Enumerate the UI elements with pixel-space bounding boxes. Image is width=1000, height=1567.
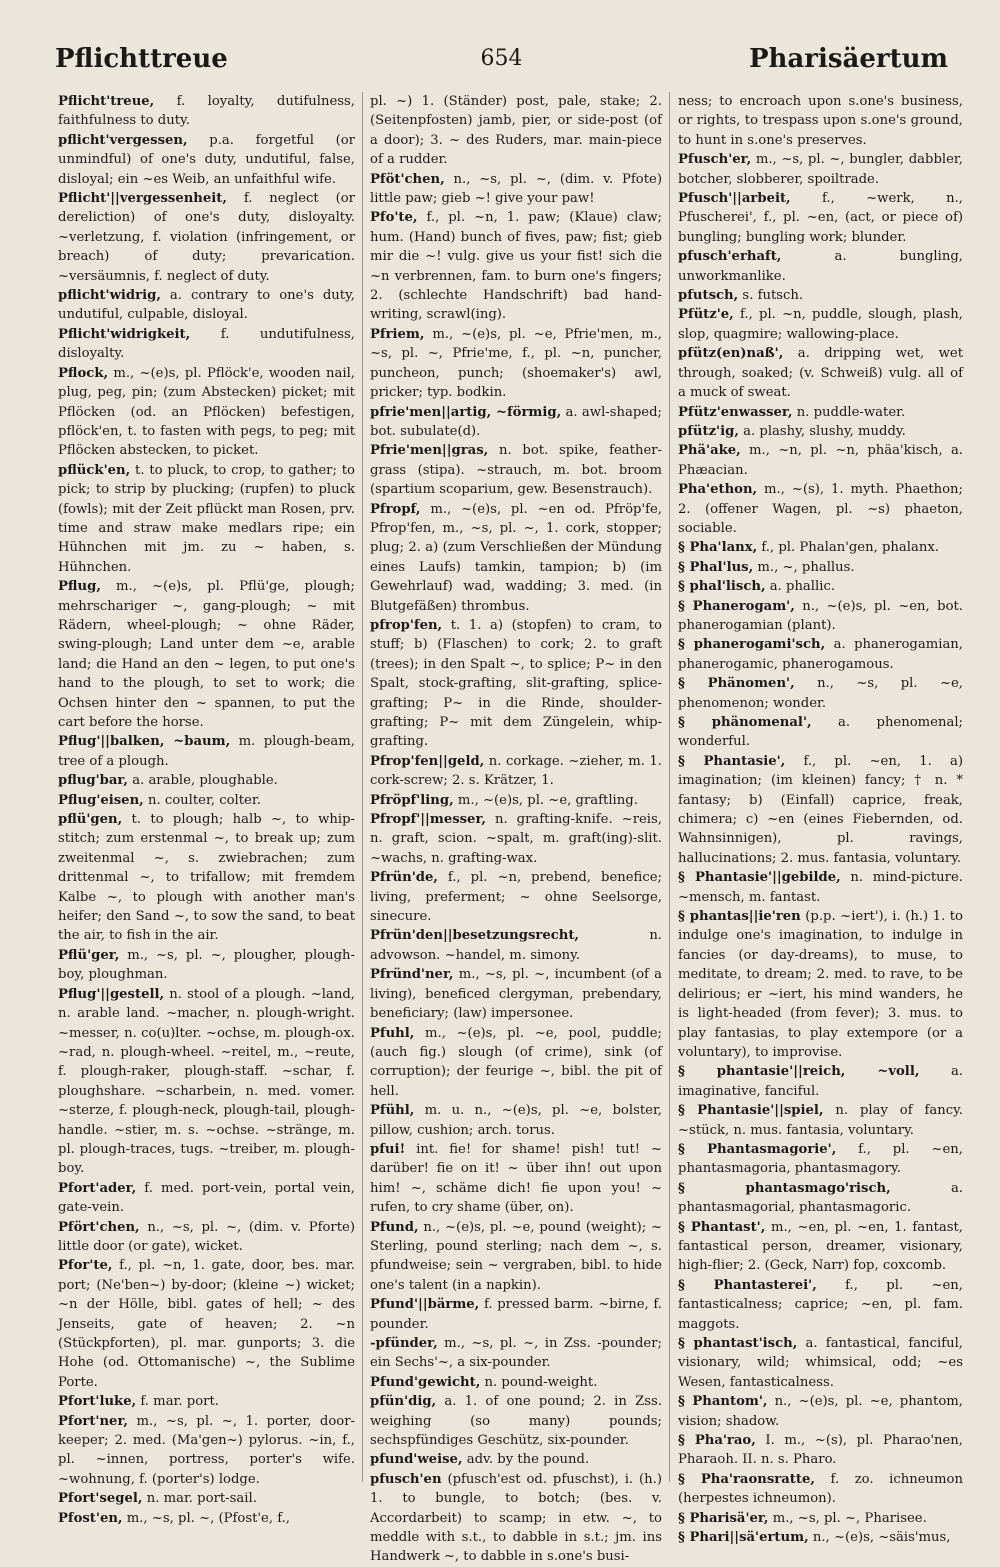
entry-headword: Pflug, [58,579,101,595]
entry-headword: Pha'ethon, [678,482,758,498]
entry-definition: s. futsch. [742,288,804,304]
entry-definition: n., ~s, pl. ~e, phenomenon; wonder. [678,676,963,711]
entry-definition: a. bungling, unworkmanlike. [678,249,963,284]
entry-headword: Pfost'en, [58,1510,123,1526]
dictionary-entry [678,305,963,344]
entry-headword: pfütz'ig, [678,423,739,439]
entry-definition: n., ~(e)s, ~säis'mus, [812,1530,951,1546]
entry-headword: § Phantasmagorie', [678,1141,837,1157]
dictionary-entry [370,325,662,403]
entry-definition: f. med. port-vein, portal vein, gate-vein. [58,1180,355,1216]
entry-headword: Pfo'te, [370,210,418,226]
entry-definition: m., ~(e)s, pl. ~e, graftling. [457,792,638,808]
entry-definition: m., ~(e)s, pl. ~e, pool, puddle; (auch fig.) slough (of crime), sink (of corruption); der feurige ~, bibl. the pit of hell. [370,1025,662,1099]
dictionary-entry [678,1276,963,1334]
dictionary-entry [678,1179,963,1218]
entry-headword: § Phantasie', [678,753,786,769]
entry-definition: f., pl. ~n, prebend, benefice; living, preferment; ~ ohne Seelsorge, sinecure. [370,870,662,925]
entry-headword: Pflug'||gestell, [58,986,165,1002]
entry-headword: Pfrün'den||besetzungsrecht, [370,928,580,944]
entry-headword: pflicht'widrig, [58,288,161,304]
entry-definition: m. plough-beam, tree of a plough. [58,734,355,769]
entry-definition: a. awl-shaped; bot. subulate(d). [370,404,662,439]
entry-definition: m., ~(e)s, pl. Pflü'ge, plough; mehrschariger ~, gang-plough; ~ mit Rädern, wheel-plough; ~ ohne Räder, swing-plough; Land unter dem ~e, arable land; die Hand an den ~ legen, to put one's hand to the plough, to set to work; die Ochsen hinter den ~ spannen, to put the cart before the horse. [58,579,355,730]
entry-definition: n. bot. spike, feather-grass (stipa). ~strauch, m. bot. broom (spartium scoparium, gew. Besenstrauch). [370,443,663,498]
entry-headword: § phantasie'||reich, ~voll, [678,1064,920,1080]
dictionary-entry [370,1450,662,1469]
entry-headword: Pfuhl, [370,1025,415,1041]
dictionary-entry [678,577,963,596]
entry-definition: a. phallic. [769,579,836,595]
dictionary-entry [370,1024,662,1102]
entry-headword: § Phal'lus, [678,559,754,575]
dictionary-entry [678,150,963,189]
entry-definition: m., ~s, pl. ~, plougher, plough-boy, ploughman. [58,947,355,983]
entry-definition: f., pl. ~n, puddle, slough, plash, slop, quagmire; wallowing-place. [678,307,963,342]
entry-definition: n. corkage. ~zieher, m. 1. cork-screw; 2. s. Krätzer, 1. [370,753,662,789]
dictionary-entry [678,752,963,868]
entry-headword: § Phantom', [678,1394,768,1410]
dictionary-entry [370,500,662,616]
dictionary-entry [678,597,963,636]
entry-definition: n., ~s, pl. ~, (dim. v. Pforte) little door (or gate), wicket. [58,1219,355,1254]
entry-headword: pfusch'en [370,1471,442,1487]
entry-headword: § phantast'isch, [678,1336,798,1351]
entry-definition: f. mar. port. [140,1394,219,1410]
dictionary-entry [678,92,963,150]
dictionary-entry [58,1256,355,1392]
entry-definition: I. m., ~(s), pl. Pharao'nen, Pharaoh. II. n. s. Pharo. [678,1433,963,1468]
entry-headword: pfusch'erhaft, [678,249,782,265]
entry-definition: pl. ~) 1. (Ständer) post, pale, stake; 2. (Seitenpfosten) jamb, pier, or side-post (of a door); 3. ~ des Ruders, mar. main-piece of a rudder. [370,94,662,168]
dictionary-entry [58,732,355,771]
dictionary-entry [58,1179,355,1218]
entry-headword: Pfropf, [370,501,421,517]
entry-definition: n. mind-picture. ~mensch, m. fantast. [678,870,963,905]
entry-definition: m., ~(e)s, pl. ~en od. Pfröp'fe, Pfrop'fen, m., ~s, pl. ~, 1. cork, stopper; plug; 2. a) (zum Verschließen der Mündung eines Laufs) tamkin, tampion; b) (im Gewehrlauf) wad, wadding; 3. med. (in Blutgefäßen) thrombus. [370,501,662,614]
dictionary-entry [678,1334,963,1392]
entry-headword: Pfort'ner, [58,1413,129,1429]
dictionary-entry [678,1431,963,1470]
entry-headword: § Phanerogam', [678,598,795,614]
dictionary-entry [370,1470,662,1567]
dictionary-entry [678,1470,963,1509]
right-guide-word: Pharisäertum [748,44,948,74]
dictionary-entry [370,403,662,442]
entry-headword: Pflicht'treue, [58,94,155,109]
dictionary-entry [678,441,963,480]
column-rule [362,92,363,1482]
dictionary-entry [58,577,355,732]
entry-headword: Pfört'chen, [58,1219,140,1235]
entry-definition: f. pressed barm. ~birne, f. pounder. [370,1297,662,1332]
dictionary-entry [678,1392,963,1431]
entry-headword: pfrie'men||artig, ~förmig, [370,404,562,420]
entry-headword: Pfröpf'ling, [370,792,454,808]
dictionary-entry [678,674,963,713]
page-header [55,44,948,84]
entry-definition: t. to plough; halb ~, to whip-stitch; zum erstenmal ~, to break up; zum zweitenmal ~, s. zwiebrachen; zum drittenmal ~, to trifallow; mit fremdem Kalbe ~, to plough with another man's heifer; den Sand ~, to sow the sand, to beat the air, to fish in the air. [58,812,355,944]
entry-definition: a. phanerogamian, phanerogamic, phanerogamous. [678,637,963,672]
dictionary-entry [678,1218,963,1276]
dictionary-entry [58,1218,355,1257]
dictionary-entry [678,635,963,674]
entry-headword: § Phantasterei', [678,1277,817,1293]
entry-definition: f. undutifulness, disloyalty. [58,326,355,362]
dictionary-entry [370,810,662,868]
dictionary-entry [370,965,662,1023]
entry-headword: § Phari||sä'ertum, [678,1530,809,1546]
dictionary-entry [678,1101,963,1140]
entry-definition: n. play of fancy. ~stück, n. mus. fantasia, voluntary. [678,1103,963,1138]
entry-headword: § phanerogami'sch, [678,637,826,653]
dictionary-entry [678,422,963,441]
entry-definition: m. u. n., ~(e)s, pl. ~e, bolster, pillow, cushion; arch. torus. [370,1103,662,1138]
entry-definition: (p.p. ~iert'), i. (h.) 1. to indulge one's imagination, to indulge in fancies (or day-dreams), to muse, to meditate, to dream; 2. med. to rave, to be delirious; er ~iert, his mind wanders, he is light-headed (from fever); 3. mus. to play fantasias, to play extempore (or a voluntary), to improvise. [678,909,963,1060]
entry-definition: f., pl. ~n, 1. gate, door, bes. mar. port; (Ne'ben~) by-door; (kleine ~) wicket; ~n der Hölle, bibl. gates of hell; ~ des Jenseits, gate of heaven; 2. ~n (Stückpforten), pl. mar. gunports; 3. die Hohe (od. Ottomanische) ~, the Sublime Porte. [58,1258,355,1390]
dictionary-entry [58,325,355,364]
entry-definition: int. fie! for shame! pish! tut! ~ darüber! fie on it! ~ über ihn! out upon him! ~, schäme dich! fie upon you! ~ rufen, to cry shame (über, on). [370,1141,662,1216]
entry-headword: § Phantast', [678,1219,766,1235]
entry-headword: Pfütz'e, [678,307,734,323]
dictionary-entry [370,1218,662,1296]
entry-definition: m., ~n, pl. ~n, phäa'kisch, a. Phæacian. [678,443,963,478]
entry-definition: n., ~(e)s, pl. ~e, pound (weight); ~ Sterling, pound sterling; nach dem ~, s. pfundweise; sein ~ vergraben, bibl. to hide one's talent (in a napkin). [370,1219,662,1293]
entry-headword: Pflug'eisen, [58,792,144,808]
entry-headword: § Pharisä'er, [678,1510,769,1526]
entry-definition: f., pl. ~en, phantasmagoria, phantasmagory. [678,1141,963,1177]
entry-headword: Pfusch'||arbeit, [678,191,791,207]
entry-headword: pflü'gen, [58,812,123,828]
entry-headword: Pfusch'er, [678,152,752,168]
column-1 [58,92,355,1526]
entry-headword: Pflü'ger, [58,947,120,963]
dictionary-entry [678,480,963,538]
entry-headword: § phal'lisch, [678,579,766,595]
entry-definition: n. stool of a plough. ~land, n. arable land. ~macher, n. plough-wright. ~messer, n. co(u)lter. ~ochse, m. plough-ox. ~rad, n. plough-wheel. ~reitel, m., ~reute, f. plough-raker, plough-staff. ~schar, f. ploughshare. ~scharbein, n. med. vomer. ~sterze, f. plough-neck, plough-tail, plough-handle. ~stier, m. s. ~ochse. ~stränge, m. pl. plough-traces, tugs. ~treiber, m. plough-boy. [58,986,355,1177]
entry-definition: n. puddle-water. [796,404,906,420]
dictionary-entry [678,344,963,402]
dictionary-entry [58,1489,355,1508]
dictionary-entry [58,461,355,577]
entry-definition: a. phenomenal; wonderful. [678,715,963,750]
entry-definition: m., ~s, pl. ~, Pharisee. [772,1510,927,1526]
entry-headword: § Phantasie'||gebilde, [678,870,841,886]
dictionary-entry [370,926,662,965]
entry-headword: Pfriem, [370,326,425,342]
dictionary-entry [58,131,355,189]
entry-definition: f., ~werk, n., Pfuscherei', f., pl. ~en, (act, or piece of) bungling; bungling work; blunder. [678,191,963,245]
entry-definition: a. arable, ploughable. [132,773,278,789]
dictionary-entry [370,791,662,810]
entry-definition: m., ~s, pl. ~, in Zss. -pounder; ein Sechs'~, a six-pounder. [370,1336,662,1371]
column-3 [678,92,964,1546]
entry-definition: t. 1. a) (stopfen) to cram, to stuff; b) (Flaschen) to cork; 2. to graft (trees); in den Spalt ~, to splice; P~ in den Spalt, stock-grafting, slit-grafting, splice-grafting; P~ in die Rinde, shoulder-grafting; P~ mit dem Züngelein, whip-grafting. [370,617,662,750]
entry-headword: Pfrie'men||gras, [370,443,489,459]
entry-definition: n. grafting-knife. ~reis, n. graft, scion. ~spalt, m. graft(ing)-slit. ~wachs, n. grafting-wax. [370,812,662,866]
dictionary-entry [678,286,963,305]
dictionary-entry [370,616,662,752]
dictionary-entry [370,1101,662,1140]
entry-definition: (pfusch'est od. pfuschst), i. (h.) 1. to bungle, to botch; (bes. v. Accordarbeit) to scamp; in etw. ~, to meddle with s.t., to dabble in s.t.; jm. ins Handwerk ~, to dabble in s.one's busi- [370,1471,662,1565]
entry-headword: pfrop'fen, [370,617,443,633]
entry-headword: Pfrün'de, [370,870,438,886]
dictionary-entry [370,1140,662,1218]
dictionary-entry [58,364,355,461]
entry-headword: Pfort'luke, [58,1394,137,1410]
entry-definition: adv. by the pound. [466,1452,590,1468]
entry-definition: f., pl. Phalan'gen, phalanx. [761,540,939,556]
dictionary-entry [370,1334,662,1373]
entry-definition: a. dripping wet, wet through, soaked; (v. Schweiß) vulg. all of a muck of sweat. [678,346,963,401]
dictionary-entry [678,403,963,422]
entry-headword: § phänomenal', [678,715,812,730]
entry-headword: Pfort'ader, [58,1180,137,1196]
entry-definition: m., ~s, pl. ~, bungler, dabbler, botcher, slobberer, spoiltrade. [678,152,963,187]
entry-definition: a. plashy, slushy, muddy. [743,423,906,439]
entry-definition: n. coulter, colter. [147,792,261,808]
entry-headword: pflug'bar, [58,773,128,789]
dictionary-entry [370,1392,662,1450]
dictionary-entry [370,1295,662,1334]
entry-definition: m., ~s, pl. ~, 1. porter, door-keeper; 2. med. (Ma'gen~) pylorus. ~in, f., pl. ~innen, portress, porter's wife. ~wohnung, f. (porter's) lodge. [58,1413,355,1487]
entry-definition: f., pl. ~en, fantasticalness; caprice; ~en, pl. fam. maggots. [678,1277,963,1332]
dictionary-entry [58,92,355,131]
entry-headword: pfui! [370,1141,406,1157]
entry-headword: § Pha'raonsratte, [678,1471,815,1487]
dictionary-entry [58,810,355,946]
dictionary-entry [678,907,963,1062]
entry-headword: § Pha'lanx, [678,540,758,556]
entry-headword: § phantasmago'risch, [678,1180,891,1196]
entry-headword: § Phantasie'||spiel, [678,1103,824,1119]
entry-headword: Pflug'||balken, ~baum, [58,734,231,750]
column-2 [370,92,663,1565]
entry-definition: a. contrary to one's duty, undutiful, culpable, disloyal. [58,288,355,323]
dictionary-entry [678,1528,963,1547]
entry-definition: a. phantasmagorial, phantasmagoric. [678,1180,963,1216]
entry-headword: Pfütz'enwasser, [678,404,793,420]
entry-headword: -pfünder, [370,1336,438,1351]
entry-headword: § Phänomen', [678,676,795,692]
entry-headword: Pfor'te, [58,1258,113,1274]
entry-definition: f., pl. ~en, 1. a) imagination; (im kleinen) fancy; † n. * fantasy; b) (Einfall) caprice, freak, chimera; c) ~en (eines Fiebernden, od. Wahnsinnigen), pl. ravings, hallucinations; 2. mus. fantasia, voluntary. [678,753,964,866]
entry-definition: n. advowson. ~handel, m. simony. [370,928,662,963]
entry-definition: t. to pluck, to crop, to gather; to pick; to strip by plucking; (rupfen) to pluck (fowls); mit der Zeit pflückt man Rosen, prv. time and straw make medlars ripe; ein Hühnchen mit jm. zu ~ haben, s. Hühnchen. [58,462,355,575]
entry-definition: m., ~, phallus. [757,559,855,575]
dictionary-entry [370,441,662,499]
entry-headword: Phä'ake, [678,443,741,459]
entry-definition: m., ~en, pl. ~en, 1. fantast, fantastical person, dreamer, visionary, high-flier; 2. (Geck, Narr) fop, coxcomb. [678,1219,963,1274]
column-rule [669,92,670,1482]
dictionary-entry [58,771,355,790]
entry-headword: pflück'en, [58,462,131,478]
dictionary-entry [370,92,662,170]
dictionary-entry [678,538,963,557]
entry-definition: p.a. forgetful (or unmindful) of one's duty, undutiful, false, disloyal; ein ~es Weib, an unfaithful wife. [58,132,355,187]
entry-headword: Pflicht'widrigkeit, [58,326,191,342]
entry-definition: m., ~(e)s, pl. Pflöck'e, wooden nail, plug, peg, pin; (zum Abstecken) picket; mit Pflöcken (od. an Pflöcken) befestigen, pflöck'en, t. to fasten with pegs, to peg; mit Pflöcken abstecken, to picket. [58,365,355,459]
entry-definition: f. neglect (or dereliction) of one's duty, disloyalty. ~verletzung, f. violation (infringement, or breach) of duty; prevarication. ~versäumnis, f. neglect of duty. [58,191,355,284]
entry-definition: f. zo. ichneumon (herpestes ichneumon). [678,1471,963,1507]
entry-headword: pfund'weise, [370,1452,463,1468]
entry-definition: m., ~s, pl. ~, incumbent (of a living), beneficed clergyman, prebendary, beneficiary; (law) impersonee. [370,967,662,1022]
page-number: 654 [480,46,523,71]
entry-headword: § phantas||ie'ren [678,909,801,925]
entry-definition: n. pound-weight. [484,1374,598,1390]
entry-definition: a. imaginative, fanciful. [678,1064,963,1099]
dictionary-entry [678,1140,963,1179]
entry-definition: f. loyalty, dutifulness, faithfulness to duty. [58,94,355,129]
entry-definition: a. fantastical, fanciful, visionary, wild; whimsical, odd; ~es Wesen, fantasticalness. [678,1336,963,1390]
dictionary-entry [678,1062,963,1101]
dictionary-entry [370,208,662,324]
dictionary-entry [678,868,963,907]
dictionary-entry [678,189,963,247]
entry-definition: n., ~(e)s, pl. ~en, bot. phanerogamian (plant). [678,598,963,633]
entry-definition: n., ~(e)s, pl. ~e, phantom, vision; shadow. [678,1394,963,1429]
dictionary-entry [58,1509,355,1528]
entry-headword: Pföt'chen, [370,171,445,187]
entry-headword: Pflock, [58,365,109,381]
dictionary-entry [58,1392,355,1411]
dictionary-entry [370,170,662,209]
dictionary-entry [58,946,355,985]
entry-headword: Pfund'||bärme, [370,1297,480,1313]
dictionary-entry [678,247,963,286]
entry-headword: Pfründ'ner, [370,967,454,983]
entry-definition: f., pl. ~n, 1. paw; (Klaue) claw; hum. (Hand) bunch of fives, paw; fist; gieb mir die ~! vulg. give us your fist! sich die ~n verbrennen, fam. to burn one's fingers; 2. (schlechte Handschrift) bad hand-writing, scrawl(ing). [370,210,662,323]
dictionary-entry [58,985,355,1179]
dictionary-entry [678,1509,963,1528]
entry-definition: ness; to encroach upon s.one's business, or rights, to trespass upon s.one's ground, to hunt in s.one's preserves. [678,94,963,148]
entry-definition: n., ~s, pl. ~, (dim. v. Pfote) little paw; gieb ~! give your paw! [370,171,662,207]
dictionary-entry [370,752,662,791]
dictionary-entry [58,286,355,325]
entry-definition: a. 1. of one pound; 2. in Zss. weighing (so many) pounds; sechspfündiges Geschütz, six-pounder. [370,1394,662,1449]
left-guide-word: Pflichttreue [55,44,228,74]
entry-headword: § Pha'rao, [678,1433,756,1449]
dictionary-entry [678,558,963,577]
entry-headword: pfutsch, [678,288,739,304]
entry-headword: Pfort'segel, [58,1491,143,1507]
entry-definition: m., ~(e)s, pl. ~e, Pfrie'men, m., ~s, pl. ~, Pfrie'me, f., pl. ~n, puncher, puncheon, punch; (shoemaker's) awl, pricker; typ. bodkin. [370,326,662,401]
entry-headword: pfün'dig, [370,1394,437,1410]
entry-definition: m., ~s, pl. ~, (Pfost'e, f., [126,1510,290,1526]
entry-headword: Pflicht'||vergessenheit, [58,191,227,207]
entry-headword: Pfund'gewicht, [370,1374,481,1390]
entry-definition: n. mar. port-sail. [146,1491,257,1507]
entry-headword: Pfund, [370,1219,419,1235]
entry-headword: pfütz(en)naß', [678,346,784,362]
entry-headword: Pfropf'||messer, [370,812,487,828]
dictionary-entry [370,1373,662,1392]
dictionary-entry [58,1412,355,1490]
entry-headword: Pfrop'fen||geld, [370,753,485,769]
entry-headword: pflicht'vergessen, [58,132,188,148]
dictionary-entry [678,713,963,752]
dictionary-entry [58,189,355,286]
dictionary-entry [370,868,662,926]
dictionary-entry [58,791,355,810]
entry-headword: Pfühl, [370,1103,415,1119]
entry-definition: m., ~(s), 1. myth. Phaethon; 2. (offener Wagen, pl. ~s) phaeton, sociable. [678,482,963,536]
